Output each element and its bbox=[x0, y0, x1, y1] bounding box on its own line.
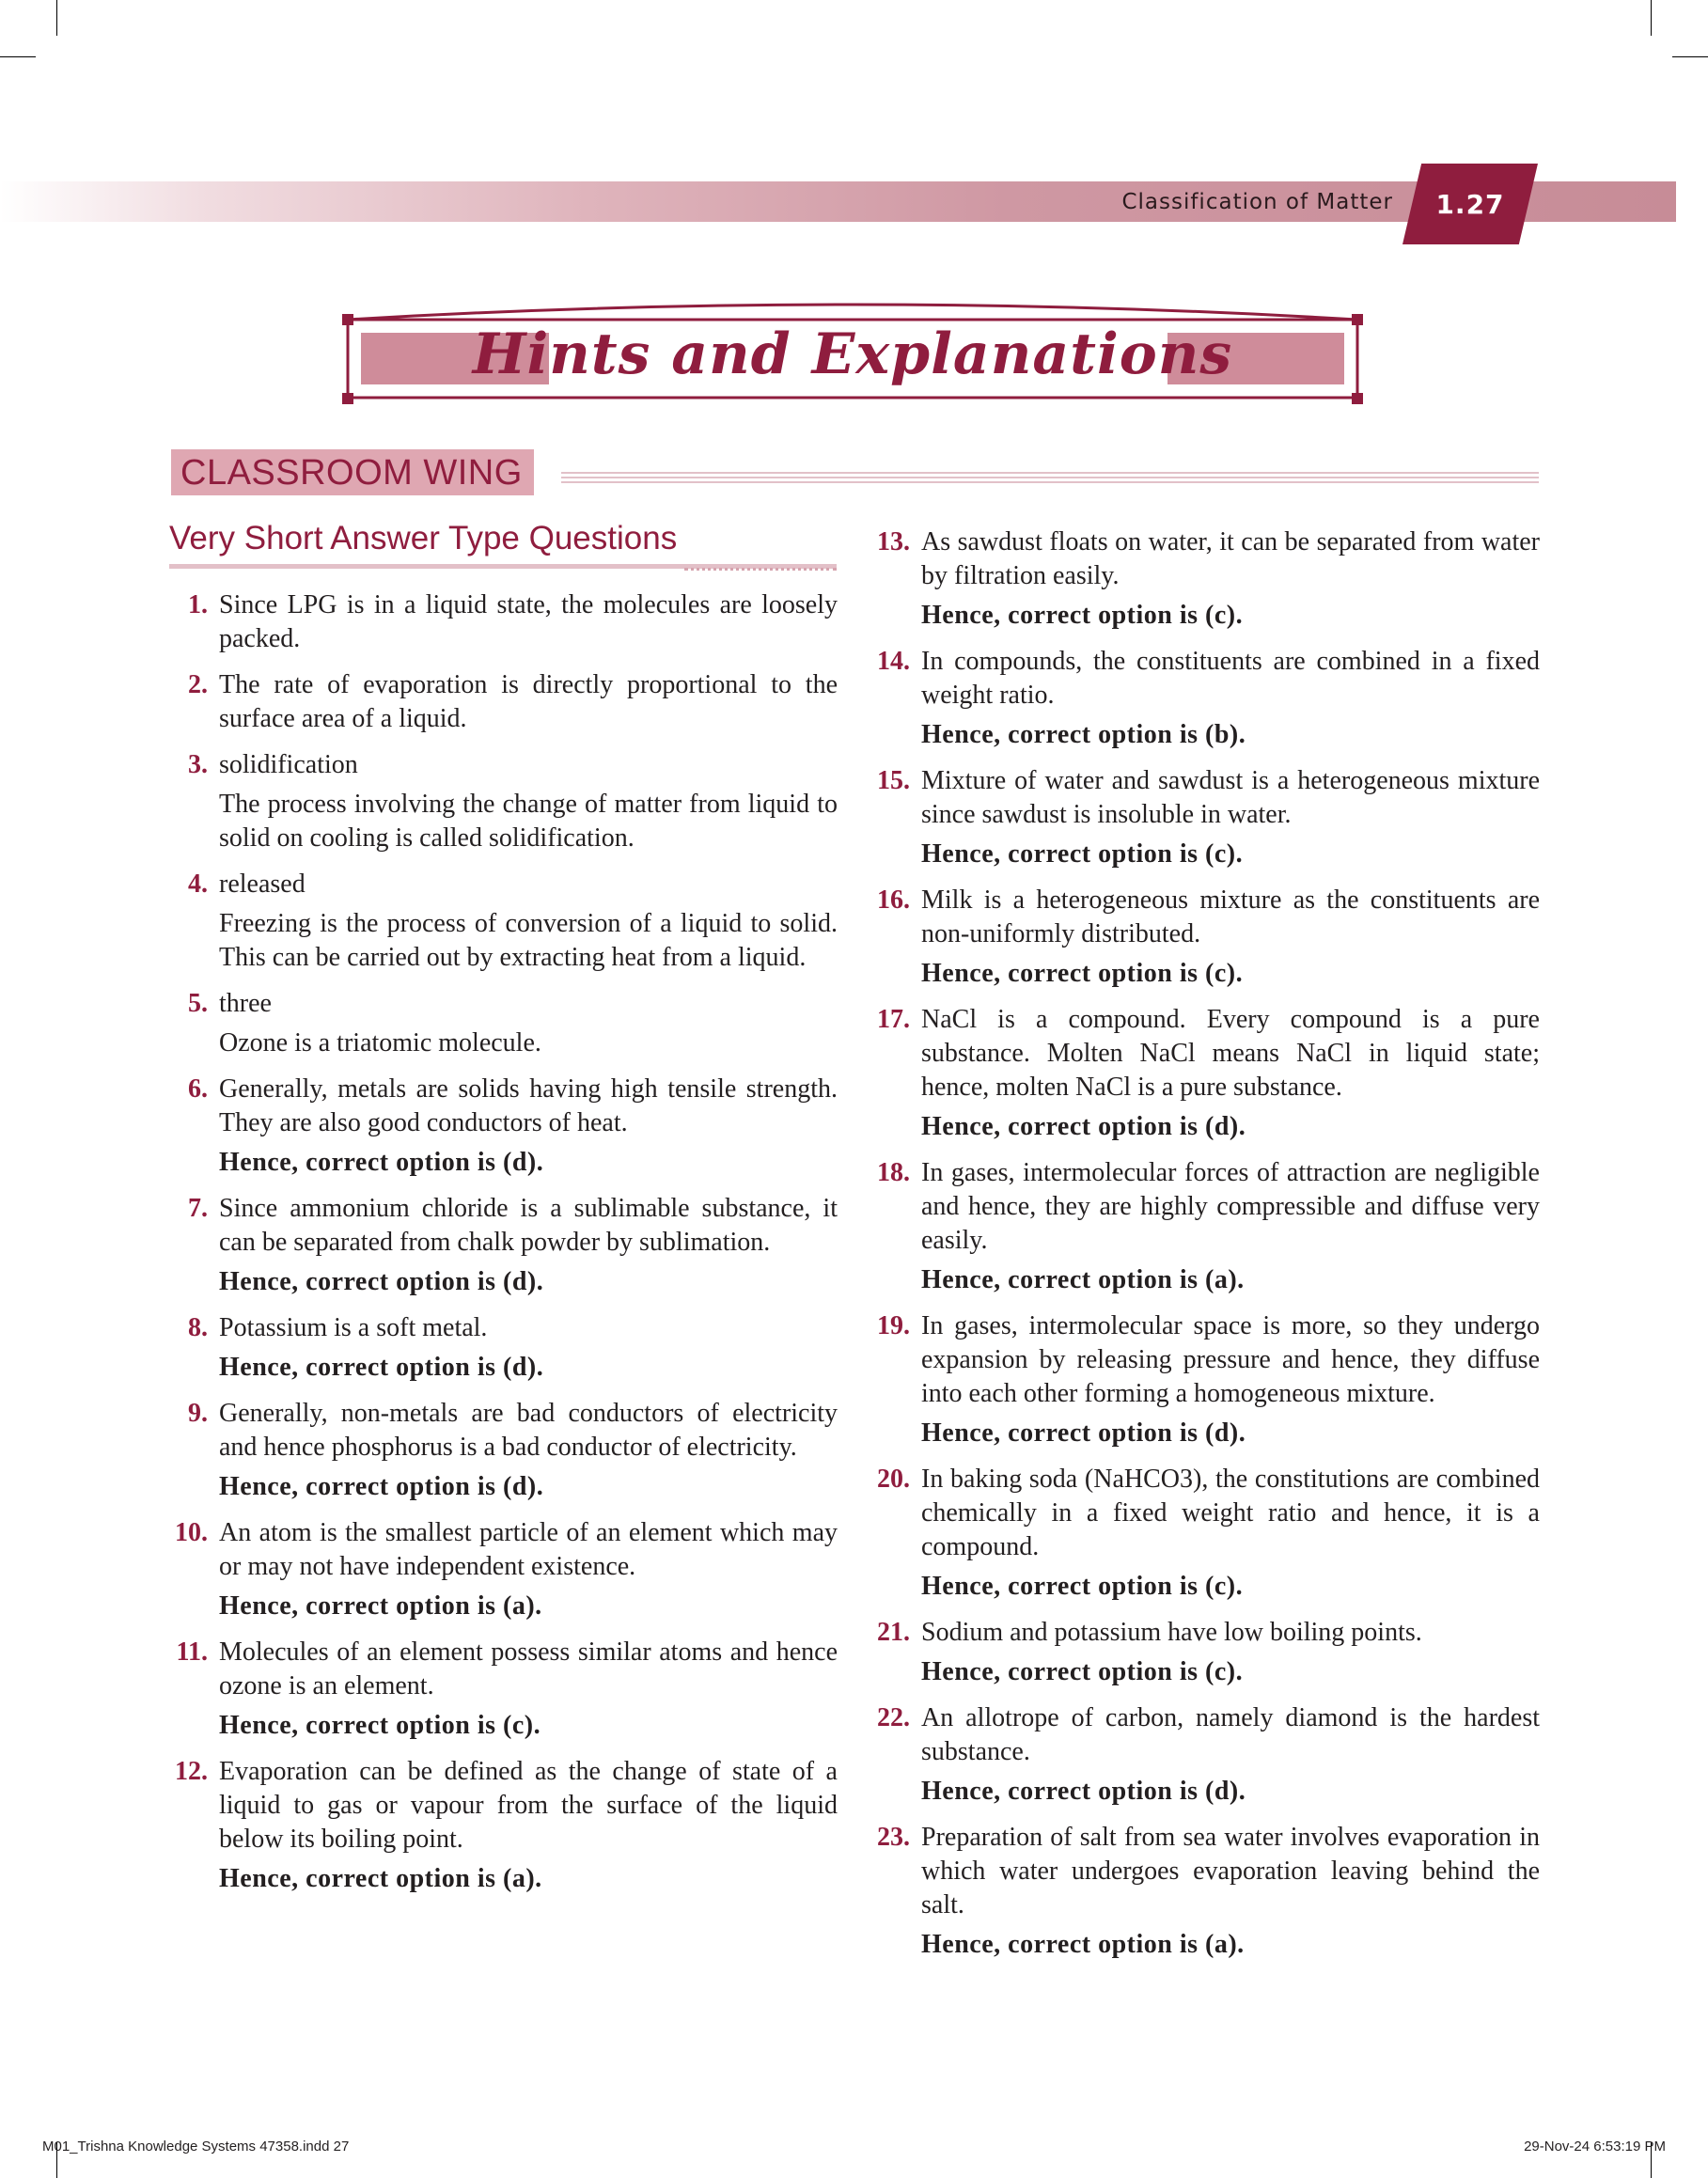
correct-option: Hence, correct option is (a). bbox=[219, 1591, 542, 1621]
answer-text bbox=[921, 1156, 1540, 1297]
answer-item bbox=[165, 868, 838, 975]
correct-option: Hence, correct option is (a). bbox=[921, 1265, 1245, 1294]
answer-item bbox=[165, 748, 838, 855]
answer-number: 17. bbox=[877, 1005, 910, 1034]
answer-line: Ozone is a triatomic molecule. bbox=[219, 1028, 541, 1058]
answer-number: 21. bbox=[877, 1618, 910, 1647]
answer-number: 14. bbox=[877, 647, 910, 676]
answer-number: 18. bbox=[877, 1158, 910, 1187]
answer-item bbox=[867, 525, 1540, 633]
answer-line: Generally, non-metals are bad conductors of electricity and hence phosphorus is a bad conductor of electricity. bbox=[219, 1399, 838, 1462]
answer-line: Generally, metals are solids having high tensile strength. They are also good conductors of heat. bbox=[219, 1074, 838, 1137]
answer-text bbox=[921, 1821, 1540, 1962]
section-rule bbox=[561, 472, 1539, 487]
answer-item bbox=[165, 987, 838, 1060]
answer-number: 5. bbox=[188, 989, 208, 1018]
answer-number: 16. bbox=[877, 885, 910, 915]
answer-item bbox=[165, 1311, 838, 1385]
answer-line: Potassium is a soft metal. bbox=[219, 1313, 488, 1342]
answer-line: Mixture of water and sawdust is a heterogeneous mixture since sawdust is insoluble in water. bbox=[921, 766, 1540, 829]
crop-mark bbox=[56, 0, 57, 36]
correct-option: Hence, correct option is (d). bbox=[219, 1353, 544, 1382]
answer-line: NaCl is a compound. Every compound is a pure substance. Molten NaCl means NaCl in liquid state; hence, molten NaCl is a pure substance. bbox=[921, 1005, 1540, 1102]
answer-text bbox=[921, 525, 1540, 633]
answer-item bbox=[165, 1516, 838, 1623]
correct-option: Hence, correct option is (d). bbox=[921, 1777, 1246, 1806]
answer-line: Since LPG is in a liquid state, the molecules are loosely packed. bbox=[219, 590, 838, 653]
answer-text bbox=[219, 1636, 838, 1743]
answer-number: 13. bbox=[877, 527, 910, 556]
answer-text bbox=[219, 588, 838, 656]
answer-text bbox=[219, 1073, 838, 1180]
answer-line: The rate of evaporation is directly proportional to the surface area of a liquid. bbox=[219, 670, 838, 733]
answer-line: In compounds, the constituents are combined in a fixed weight ratio. bbox=[921, 647, 1540, 710]
answer-item bbox=[867, 884, 1540, 991]
answer-line: In gases, intermolecular forces of attraction are negligible and hence, they are highly compressible and diffuse very easily. bbox=[921, 1158, 1540, 1255]
crop-mark bbox=[1672, 56, 1708, 57]
answer-text bbox=[921, 1701, 1540, 1809]
answer-line: In baking soda (NaHCO3), the constitutions are combined chemically in a fixed weight ratio and hence, it is a compound. bbox=[921, 1465, 1540, 1561]
answer-item bbox=[867, 1821, 1540, 1962]
answer-text bbox=[921, 1003, 1540, 1144]
answer-text bbox=[921, 1463, 1540, 1604]
answer-text bbox=[219, 748, 838, 855]
answer-number: 11. bbox=[176, 1637, 208, 1667]
answer-item bbox=[165, 1755, 838, 1896]
answer-line: Sodium and potassium have low boiling points. bbox=[921, 1618, 1422, 1647]
answer-line: An atom is the smallest particle of an element which may or may not have independent existence. bbox=[219, 1518, 838, 1581]
answer-item bbox=[867, 764, 1540, 871]
correct-option: Hence, correct option is (c). bbox=[921, 601, 1244, 630]
answer-text bbox=[219, 668, 838, 736]
footer-file-info: M01_Trishna Knowledge Systems 47358.indd 27 bbox=[42, 2139, 350, 2154]
correct-option: Hence, correct option is (c). bbox=[921, 1657, 1244, 1686]
banner-title: Hints and Explanations bbox=[472, 321, 1233, 387]
answer-line: Milk is a heterogeneous mixture as the constituents are non-uniformly distributed. bbox=[921, 885, 1540, 948]
correct-option: Hence, correct option is (c). bbox=[219, 1711, 541, 1740]
answer-item bbox=[165, 1192, 838, 1299]
answers-left-column bbox=[165, 588, 838, 1908]
crop-mark bbox=[0, 56, 36, 57]
hints-banner bbox=[342, 291, 1363, 409]
correct-option: Hence, correct option is (d). bbox=[219, 1148, 544, 1177]
answer-text bbox=[219, 1755, 838, 1896]
answer-number: 8. bbox=[188, 1313, 208, 1342]
subheading-dots bbox=[684, 568, 837, 571]
answer-item bbox=[867, 1003, 1540, 1144]
answer-line: Preparation of salt from sea water involves evaporation in which water undergoes evaporation leaving behind the salt. bbox=[921, 1823, 1540, 1919]
answer-text bbox=[219, 1311, 838, 1385]
chapter-title: Classification of Matter bbox=[1121, 190, 1393, 214]
answer-item bbox=[165, 588, 838, 656]
answer-line: Molecules of an element possess similar atoms and hence ozone is an element. bbox=[219, 1637, 838, 1700]
answer-number: 23. bbox=[877, 1823, 910, 1852]
answer-text bbox=[219, 1397, 838, 1504]
crop-mark bbox=[1651, 0, 1652, 36]
correct-option: Hence, correct option is (d). bbox=[219, 1472, 544, 1501]
answer-line: Since ammonium chloride is a sublimable substance, it can be separated from chalk powder by sublimation. bbox=[219, 1194, 838, 1257]
answer-text bbox=[219, 868, 838, 975]
answer-number: 9. bbox=[188, 1399, 208, 1428]
answer-item bbox=[165, 1397, 838, 1504]
answer-number: 1. bbox=[188, 590, 208, 619]
correct-option: Hence, correct option is (a). bbox=[921, 1930, 1245, 1959]
answer-text bbox=[219, 1516, 838, 1623]
answer-item bbox=[165, 668, 838, 736]
answer-text bbox=[921, 764, 1540, 871]
answer-line: solidification bbox=[219, 750, 358, 779]
answer-line: As sawdust floats on water, it can be separated from water by filtration easily. bbox=[921, 527, 1540, 590]
answer-line: The process involving the change of matter from liquid to solid on cooling is called solidification. bbox=[219, 790, 838, 853]
answer-number: 15. bbox=[877, 766, 910, 795]
answer-line: three bbox=[219, 989, 272, 1018]
section-label: CLASSROOM WING bbox=[171, 449, 534, 495]
correct-option: Hence, correct option is (b). bbox=[921, 720, 1246, 749]
footer-timestamp: 29-Nov-24 6:53:19 PM bbox=[1524, 2139, 1666, 2154]
answer-number: 19. bbox=[877, 1311, 910, 1340]
correct-option: Hence, correct option is (c). bbox=[921, 959, 1244, 988]
answer-item bbox=[867, 645, 1540, 752]
answer-number: 4. bbox=[188, 870, 208, 899]
answer-number: 7. bbox=[188, 1194, 208, 1223]
subheading: Very Short Answer Type Questions bbox=[169, 520, 678, 556]
answer-text bbox=[921, 1309, 1540, 1450]
answer-item bbox=[867, 1156, 1540, 1297]
answer-number: 12. bbox=[175, 1757, 208, 1786]
answer-text bbox=[921, 1616, 1540, 1689]
answer-line: Evaporation can be defined as the change of state of a liquid to gas or vapour from the surface of the liquid below its boiling point. bbox=[219, 1757, 838, 1854]
correct-option: Hence, correct option is (d). bbox=[219, 1267, 544, 1296]
answer-text bbox=[219, 1192, 838, 1299]
answer-number: 2. bbox=[188, 670, 208, 699]
answer-item bbox=[165, 1073, 838, 1180]
correct-option: Hence, correct option is (d). bbox=[921, 1112, 1246, 1141]
answer-item bbox=[867, 1701, 1540, 1809]
answer-number: 6. bbox=[188, 1074, 208, 1104]
answer-text bbox=[921, 645, 1540, 752]
answer-line: An allotrope of carbon, namely diamond is the hardest substance. bbox=[921, 1703, 1540, 1766]
answer-text bbox=[219, 987, 838, 1060]
page-number: 1.27 bbox=[1435, 188, 1505, 220]
answer-number: 10. bbox=[175, 1518, 208, 1547]
correct-option: Hence, correct option is (d). bbox=[921, 1418, 1246, 1448]
answers-right-column bbox=[867, 525, 1540, 1974]
answer-number: 20. bbox=[877, 1465, 910, 1494]
answer-line: Freezing is the process of conversion of a liquid to solid. This can be carried out by extracting heat from a liquid. bbox=[219, 909, 838, 972]
answer-number: 22. bbox=[877, 1703, 910, 1732]
answer-item bbox=[867, 1309, 1540, 1450]
answer-item bbox=[165, 1636, 838, 1743]
answer-text bbox=[921, 884, 1540, 991]
answer-line: In gases, intermolecular space is more, so they undergo expansion by releasing pressure and hence, they diffuse into each other forming a homogeneous mixture. bbox=[921, 1311, 1540, 1408]
answer-item bbox=[867, 1463, 1540, 1604]
correct-option: Hence, correct option is (c). bbox=[921, 1572, 1244, 1601]
correct-option: Hence, correct option is (c). bbox=[921, 839, 1244, 869]
answer-line: released bbox=[219, 870, 306, 899]
answer-number: 3. bbox=[188, 750, 208, 779]
answer-item bbox=[867, 1616, 1540, 1689]
correct-option: Hence, correct option is (a). bbox=[219, 1864, 542, 1893]
